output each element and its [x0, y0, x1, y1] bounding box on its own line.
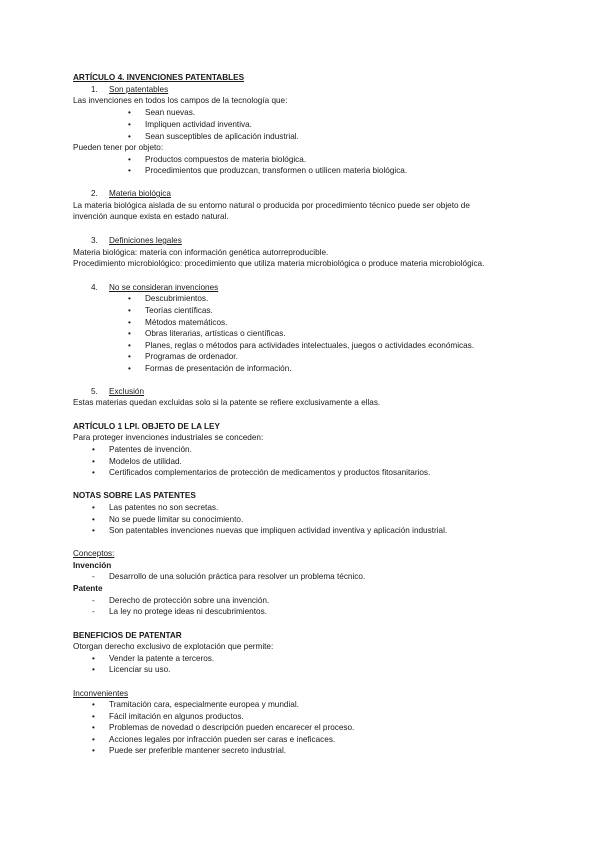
section-2-heading: Materia biológica	[109, 189, 171, 198]
bullet: •	[92, 665, 95, 674]
bullet: •	[92, 515, 95, 524]
section-1-intro-2: Pueden tener por objeto:	[73, 143, 164, 152]
concept-patent-label: Patente	[73, 584, 103, 593]
list-item: Teorías científicas.	[145, 306, 213, 315]
bullet: •	[128, 155, 131, 164]
section-5-heading: Exclusión	[109, 387, 145, 396]
bullet: •	[92, 654, 95, 663]
list-item: Fácil imitación en algunos productos.	[109, 712, 244, 721]
list-item: Descubrimientos.	[145, 294, 209, 303]
list-item: Problemas de novedad o descripción pueden encarecer el proceso.	[109, 723, 355, 732]
section-1-number: 1.	[91, 85, 98, 94]
section-3-number: 3.	[91, 236, 98, 245]
list-item: Certificados complementarios de protección de medicamentos y productos fitosanitarios.	[109, 468, 431, 477]
section-3-text-line-1: Materia biológica: materia con información genética autorreproducible.	[73, 248, 329, 257]
bullet: •	[128, 120, 131, 129]
list-item: Programas de ordenador.	[145, 352, 238, 361]
section-5-text: Estas materias quedan excluidas solo si la patente se refiere exclusivamente a ellas.	[73, 398, 381, 407]
list-item: Desarrollo de una solución práctica para resolver un problema técnico.	[109, 572, 366, 581]
bullet: •	[128, 108, 131, 117]
section-5-number: 5.	[91, 387, 98, 396]
list-item: Licenciar su uso.	[109, 665, 171, 674]
list-item: Productos compuestos de materia biológica.	[145, 155, 307, 164]
dash: -	[92, 607, 95, 616]
list-item: Formas de presentación de información.	[145, 364, 292, 373]
list-item: Son patentables invenciones nuevas que impliquen actividad inventiva y aplicación industrial.	[109, 526, 448, 535]
list-item: Planes, reglas o métodos para actividades intelectuales, juegos o actividades económicas.	[145, 341, 475, 350]
list-item: No se puede limitar su conocimiento.	[109, 515, 244, 524]
bullet: •	[128, 329, 131, 338]
bullet: •	[128, 352, 131, 361]
list-item: Sean nuevas.	[145, 108, 196, 117]
bullet: •	[92, 503, 95, 512]
drawbacks-title: Inconvenientes	[73, 689, 129, 698]
article-1-intro: Para proteger invenciones industriales se conceden:	[73, 433, 264, 442]
bullet: •	[128, 166, 131, 175]
section-2-text-line-1: La materia biológica aislada de su entorno natural o producida por procedimiento técnico puede ser objeto de	[73, 201, 470, 210]
benefits-intro: Otorgan derecho exclusivo de explotación que permite:	[73, 642, 274, 651]
bullet: •	[92, 735, 95, 744]
bullet: •	[128, 341, 131, 350]
article-1-title: ARTÍCULO 1 LPI. OBJETO DE LA LEY	[73, 422, 220, 431]
list-item: Puede ser preferible mantener secreto industrial.	[109, 746, 287, 755]
bullet: •	[128, 132, 131, 141]
section-1-heading: Son patentables	[109, 85, 169, 94]
list-item: La ley no protege ideas ni descubrimientos.	[109, 607, 267, 616]
list-item: Procedimientos que produzcan, transformen o utilicen materia biológica.	[145, 166, 408, 175]
bullet: •	[128, 306, 131, 315]
section-2-number: 2.	[91, 189, 98, 198]
benefits-title: BENEFICIOS DE PATENTAR	[73, 631, 182, 640]
bullet: •	[92, 700, 95, 709]
section-3-heading: Definiciones legales	[109, 236, 182, 245]
section-4-number: 4.	[91, 283, 98, 292]
bullet: •	[92, 468, 95, 477]
bullet: •	[92, 712, 95, 721]
bullet: •	[128, 364, 131, 373]
bullet: •	[92, 723, 95, 732]
dash: -	[92, 572, 95, 581]
concept-invention-label: Invención	[73, 561, 112, 570]
article-4-title: ARTÍCULO 4. INVENCIONES PATENTABLES	[73, 73, 245, 82]
list-item: Tramitación cara, especialmente europea y mundial.	[109, 700, 299, 709]
list-item: Impliquen actividad inventiva.	[145, 120, 252, 129]
section-2-text-line-2: invención aunque exista en estado natural.	[73, 212, 229, 221]
list-item: Modelos de utilidad.	[109, 457, 182, 466]
dash: -	[92, 596, 95, 605]
list-item: Las patentes no son secretas.	[109, 503, 219, 512]
list-item: Sean susceptibles de aplicación industrial.	[145, 132, 299, 141]
bullet: •	[92, 526, 95, 535]
concepts-title: Conceptos:	[73, 549, 115, 558]
list-item: Vender la patente a terceros.	[109, 654, 215, 663]
section-4-heading: No se consideran invenciones	[109, 283, 219, 292]
list-item: Patentes de invención.	[109, 445, 192, 454]
section-1-intro: Las invenciones en todos los campos de la tecnología que:	[73, 96, 288, 105]
section-3-text-line-2: Procedimiento microbiológico: procedimiento que utiliza materia microbiológica o produce materia microbiológica.	[73, 259, 485, 268]
bullet: •	[92, 457, 95, 466]
notes-title: NOTAS SOBRE LAS PATENTES	[73, 491, 196, 500]
list-item: Obras literarias, artísticas o científicas.	[145, 329, 286, 338]
bullet: •	[92, 746, 95, 755]
bullet: •	[128, 318, 131, 327]
list-item: Métodos matemáticos.	[145, 318, 228, 327]
list-item: Acciones legales por infracción pueden ser caras e ineficaces.	[109, 735, 336, 744]
list-item: Derecho de protección sobre una invención.	[109, 596, 270, 605]
bullet: •	[92, 445, 95, 454]
bullet: •	[128, 294, 131, 303]
